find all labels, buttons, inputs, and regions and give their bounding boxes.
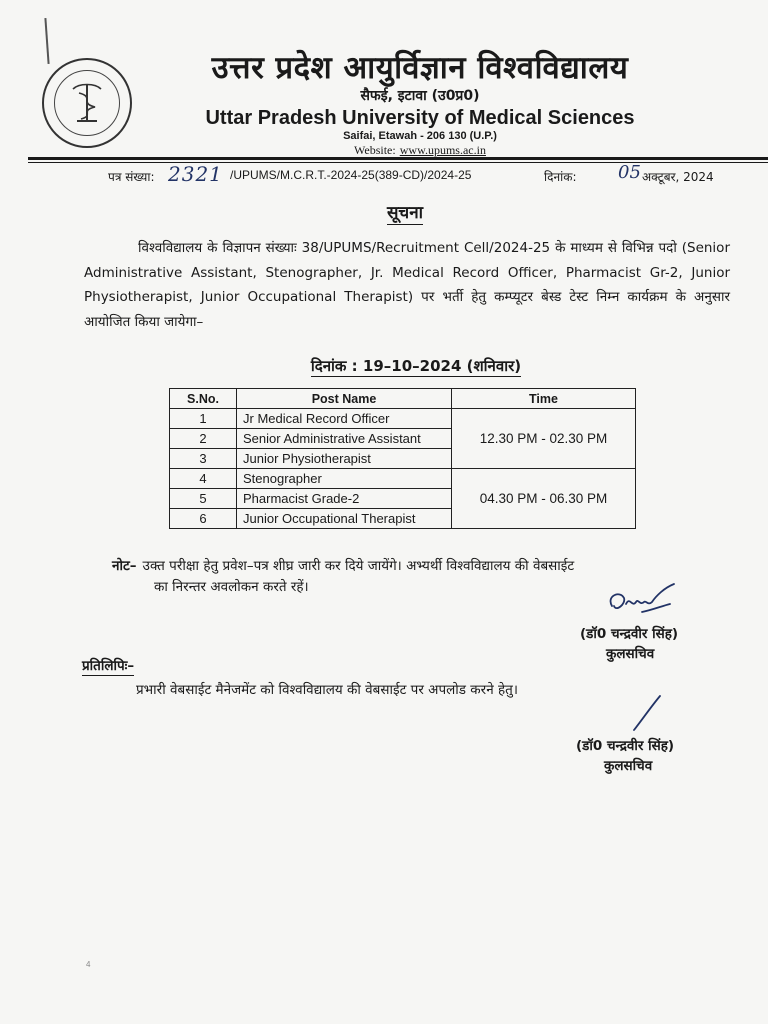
letter-code: /UPUMS/M.C.R.T.-2024-25(389-CD)/2024-25 (230, 168, 472, 182)
row-post: Junior Physiotherapist (237, 449, 452, 469)
notice-body: विश्वविद्यालय के विज्ञापन संख्याः 38/UPUMS/Recruitment Cell/2024-25 के माध्यम से विभिन्न पदो (Senior Administrative Assistant, Stenographer, Jr. Medical Record Officer, Pharmacist Gr-2, Junior Physiotherapist, Junior Occupational Therapist) पर भर्ती हेतु कम्प्यूटर बेस्ड टेस्ट निम्न कार्यक्रम के अनुसार आयोजित किया जायेगा– (84, 240, 730, 330)
schedule-table (169, 388, 636, 529)
row-post: Jr Medical Record Officer (237, 409, 452, 429)
table-row (170, 469, 636, 489)
university-address: Saifai, Etawah - 206 130 (U.P.) (343, 130, 497, 142)
signatory-title-copy: कुलसचिव (604, 758, 653, 774)
signatory-name: (डॉ0 चन्द्रवीर सिंह) (580, 626, 679, 642)
signatory-name-copy: (डॉ0 चन्द्रवीर सिंह) (576, 738, 675, 754)
letter-number-handwritten: 2321 (168, 162, 223, 186)
header-post: Post Name (237, 389, 452, 409)
row-sno: 2 (170, 429, 237, 449)
university-location-hindi: सैफई, इटावा (उ0प्र0) (360, 88, 480, 104)
university-name-english: Uttar Pradesh University of Medical Sciences (205, 107, 635, 129)
time-slot-1: 12.30 PM - 02.30 PM (452, 409, 636, 469)
university-name-hindi: उत्तर प्रदेश आयुर्विज्ञान विश्वविद्यालय (211, 50, 629, 86)
row-sno: 6 (170, 509, 237, 529)
row-sno: 5 (170, 489, 237, 509)
date-day-handwritten: 05 (618, 162, 641, 183)
exam-date: दिनांक : 19–10–2024 (शनिवार) (310, 357, 522, 375)
row-post: Junior Occupational Therapist (237, 509, 452, 529)
row-post: Senior Administrative Assistant (237, 429, 452, 449)
note-label: नोट– (112, 558, 137, 574)
date-month-year: अक्टूबर, 2024 (642, 170, 714, 184)
row-post: Stenographer (237, 469, 452, 489)
signature-1 (602, 582, 682, 622)
time-slot-2: 04.30 PM - 06.30 PM (452, 469, 636, 529)
date-label: दिनांक: (544, 170, 577, 184)
note-line-2: का निरन्तर अवलोकन करते रहें। (154, 579, 309, 595)
reference-line (108, 162, 728, 190)
website-line (150, 143, 690, 158)
notice-title: सूचना (386, 203, 424, 223)
row-sno: 4 (170, 469, 237, 489)
header-sno: S.No. (170, 389, 237, 409)
table-header-row (170, 389, 636, 409)
note-line-1: उक्त परीक्षा हेतु प्रवेश–पत्र शीघ्र जारी कर दिये जायेंगे। अभ्यर्थी विश्वविद्यालय की वेबसाईट (142, 558, 575, 574)
copy-label: प्रतिलिपिः– (82, 658, 135, 674)
pen-mark (44, 18, 49, 64)
website-link[interactable]: www.upums.ac.in (399, 143, 486, 157)
university-seal-icon (42, 58, 132, 148)
table-row (170, 409, 636, 429)
signature-2 (626, 694, 666, 734)
letter-number-label: पत्र संख्या: (108, 170, 155, 184)
copy-text: प्रभारी वेबसाईट मैनेजमेंट को विश्वविद्यालय की वेबसाईट पर अपलोड करने हेतु। (136, 682, 518, 698)
header-divider-thin (28, 162, 768, 163)
signatory-title: कुलसचिव (606, 646, 655, 662)
row-sno: 1 (170, 409, 237, 429)
website-label: Website: (354, 143, 396, 157)
row-sno: 3 (170, 449, 237, 469)
header-time: Time (452, 389, 636, 409)
page-number: 4 (86, 960, 91, 969)
row-post: Pharmacist Grade-2 (237, 489, 452, 509)
header-divider (28, 157, 768, 160)
